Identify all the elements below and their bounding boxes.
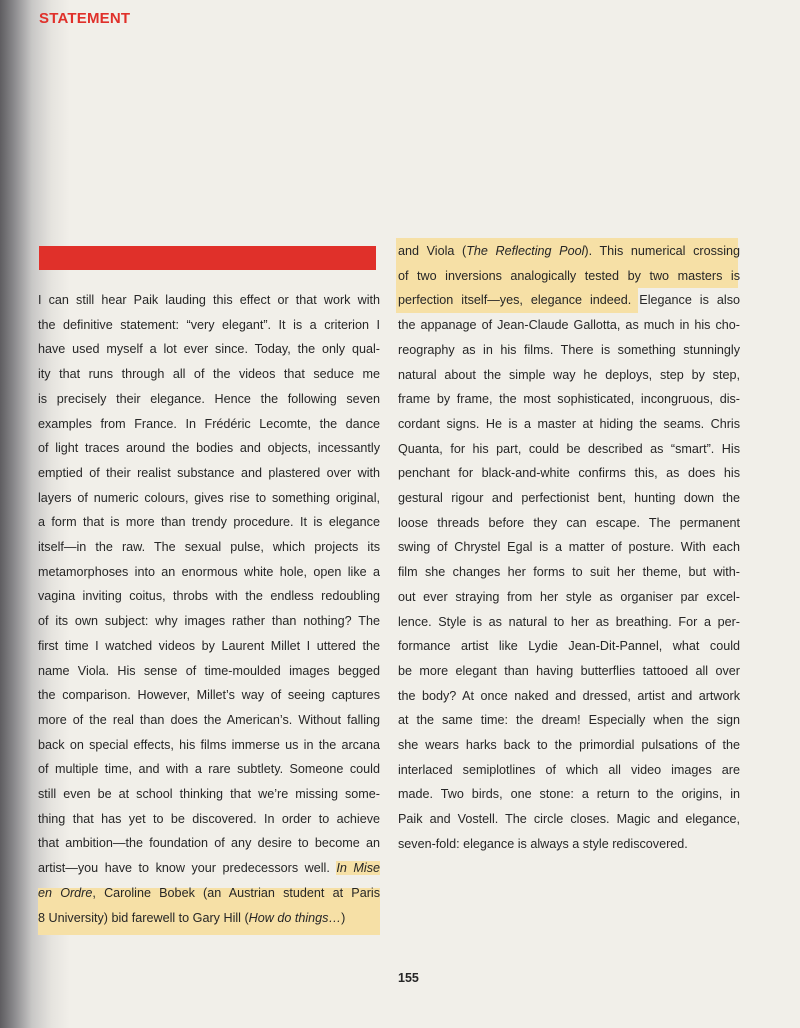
italic-title: In Mise xyxy=(336,861,381,876)
italic-title: The Reflecting Pool xyxy=(466,244,585,258)
text-fragment: , Caroline Bobek (an Austrian student at Paris xyxy=(92,885,380,900)
text-fragment: ). This numerical crossing xyxy=(584,244,740,258)
text-line: name Viola. His sense of time-moulded images begged xyxy=(38,663,380,678)
text-fragment: ) xyxy=(341,910,346,925)
text-line xyxy=(398,288,740,313)
page-number: 155 xyxy=(398,971,419,985)
text-fragment: perfection itself—yes, elegance indeed. xyxy=(398,293,632,308)
text-line: cordant signs. He is a master at hiding the seams. Chris xyxy=(398,416,740,431)
text-line: I can still hear Paik lauding this effect or that work with xyxy=(38,293,380,307)
text-line: layers of numeric colours, gives rise to something original, xyxy=(38,490,380,505)
text-line: ity that runs through all of the videos that seduce me xyxy=(38,367,380,382)
text-line: thing that has yet to be discovered. In order to achieve xyxy=(38,811,380,826)
text-line: a form that is more than trendy procedure. It is elegance xyxy=(38,515,380,530)
text-line: examples from France. In Frédéric Lecomte, the dance xyxy=(38,416,380,431)
text-line xyxy=(38,881,380,906)
text-fragment: 8 University) bid farewell to Gary Hill ( xyxy=(38,910,249,925)
text-line: frame by frame, the most sophisticated, incongruous, dis- xyxy=(398,392,740,407)
text-fragment: Elegance is also xyxy=(631,293,740,308)
text-line: seven-fold: elegance is always a style rediscovered. xyxy=(398,836,688,851)
right-text-column xyxy=(398,239,740,857)
text-line: more of the real than does the American’s. Without falling xyxy=(38,712,380,727)
text-line: of its own subject: why images rather than nothing? The xyxy=(38,614,380,629)
text-line: film she changes her forms to suit her theme, but with- xyxy=(398,565,740,580)
text-line: of multiple time, and with a rare subtlety. Someone could xyxy=(38,762,380,777)
text-line: the body? At once naked and dressed, artist and artwork xyxy=(398,688,740,703)
text-line: Quanta, for his part, could be described as “smart”. His xyxy=(398,441,740,456)
italic-title-continued: en Ordre xyxy=(38,885,93,900)
text-line: is precisely their elegance. Hence the following seven xyxy=(38,391,380,406)
text-line xyxy=(38,856,380,881)
text-line: emptied of their realist substance and plastered over with xyxy=(38,465,380,480)
text-line xyxy=(398,239,740,264)
left-text-column xyxy=(38,288,380,930)
text-line: Paik and Vostell. The circle closes. Magic and elegance, xyxy=(398,812,740,827)
text-line: of two inversions analogically tested by two masters is xyxy=(398,268,740,283)
text-line xyxy=(38,906,380,931)
text-line: back on special effects, his films immerse us in the arcana xyxy=(38,737,380,752)
text-line: be more elegant than having butterflies tattooed all over xyxy=(398,663,740,678)
text-line: gestural rigour and perfectionist bent, hunting down the xyxy=(398,491,740,506)
text-line: at the same time: the dream! Especially when the sign xyxy=(398,713,740,728)
text-fragment: and Viola ( xyxy=(398,244,467,258)
text-line: reography as in his films. There is something stunningly xyxy=(398,342,740,357)
text-line: natural about the simple way he deploys, step by step, xyxy=(398,367,740,382)
text-fragment: artist—you have to know your predecessors well. xyxy=(38,861,330,876)
text-line: still even be at school thinking that we’re missing some- xyxy=(38,787,380,802)
red-accent-bar xyxy=(39,246,376,270)
italic-title: How do things… xyxy=(248,910,342,925)
text-line: have used myself a lot ever since. Today, the only qual- xyxy=(38,342,380,357)
text-line: she wears harks back to the primordial pulsations of the xyxy=(398,738,740,753)
text-line: vagina inviting coitus, throbs with the endless redoubling xyxy=(38,589,380,604)
text-line: of light traces around the bodies and objects, incessantly xyxy=(38,441,380,456)
text-line: metamorphoses into an enormous white hole, open like a xyxy=(38,564,380,579)
text-line: formance artist like Lydie Jean-Dit-Pannel, what could xyxy=(398,639,740,654)
text-line: loose threads before they can escape. The permanent xyxy=(398,515,740,530)
text-line: itself—in the raw. The sexual pulse, which projects its xyxy=(38,540,380,555)
text-line: made. Two birds, one stone: a return to the origins, in xyxy=(398,787,740,802)
text-line: lence. Style is as natural to her as breathing. For a per- xyxy=(398,614,740,629)
text-line: the appanage of Jean-Claude Gallotta, as much in his cho- xyxy=(398,318,740,333)
text-line: penchant for black-and-white confirms this, as does his xyxy=(398,466,740,481)
text-line: that ambition—the foundation of any desire to become an xyxy=(38,836,380,851)
text-line: first time I watched videos by Laurent Millet I uttered the xyxy=(38,638,380,653)
text-line: the definitive statement: “very elegant”. It is a criterion I xyxy=(38,317,380,332)
text-line: interlaced semiplotlines of which all video images are xyxy=(398,762,740,777)
text-line: out ever straying from her style as organiser par excel- xyxy=(398,589,740,604)
text-line: swing of Chrystel Egal is a matter of posture. With each xyxy=(398,540,740,555)
text-line: the comparison. However, Millet’s way of seeing captures xyxy=(38,688,380,703)
section-label: STATEMENT xyxy=(39,10,131,27)
